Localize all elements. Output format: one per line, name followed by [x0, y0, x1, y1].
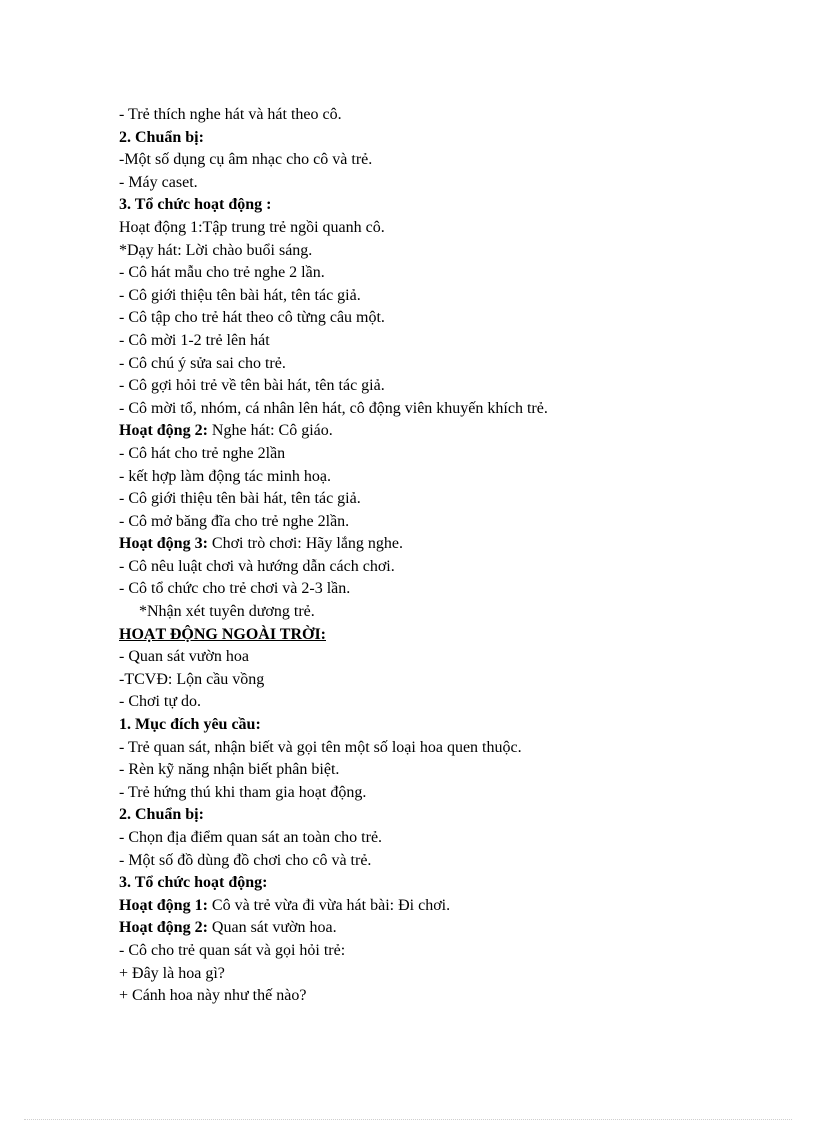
text-line: - Cô mời tổ, nhóm, cá nhân lên hát, cô động viên khuyến khích trẻ.: [119, 399, 548, 417]
activity-label: Hoạt động 2:: [119, 422, 208, 440]
text-line: - Cô giới thiệu tên bài hát, tên tác giả.: [119, 286, 361, 304]
text-line: - Trẻ hứng thú khi tham gia hoạt động.: [119, 783, 367, 801]
activity-label: Hoạt động 1:: [119, 896, 208, 914]
text-line: - Cô gợi hỏi trẻ về tên bài hát, tên tác giả.: [119, 377, 385, 395]
text-line: - Trẻ quan sát, nhận biết và gọi tên một số loại hoa quen thuộc.: [119, 738, 522, 756]
text-line: - Cô giới thiệu tên bài hát, tên tác giả.: [119, 490, 361, 508]
text-line: - Cô hát cho trẻ nghe 2lần: [119, 444, 286, 462]
text-line: - Rèn kỹ năng nhận biết phân biệt.: [119, 761, 340, 779]
text-line: - Cô tập cho trẻ hát theo cô từng câu một.: [119, 309, 385, 327]
text-line: -Một số dụng cụ âm nhạc cho cô và trẻ.: [119, 151, 373, 169]
text-line: - Chọn địa điểm quan sát an toàn cho trẻ.: [119, 829, 383, 846]
section-heading: 1. Mục đích yêu cầu:: [119, 716, 261, 734]
activity-line: [119, 917, 799, 940]
document-page: [119, 104, 799, 1008]
section-heading: 3. Tổ chức hoạt động :: [119, 196, 272, 214]
text-line: - Cô mở băng đĩa cho trẻ nghe 2lần.: [119, 512, 350, 530]
activity-line: [119, 420, 799, 443]
text-line: Hoạt động 1:Tập trung trẻ ngồi quanh cô.: [119, 218, 385, 236]
text-line: -TCVĐ: Lộn cầu vồng: [119, 670, 265, 688]
section-title: HOẠT ĐỘNG NGOÀI TRỜI:: [119, 625, 326, 643]
page-bottom-divider: [24, 1119, 792, 1120]
text-line: - Cô cho trẻ quan sát và gọi hỏi trẻ:: [119, 941, 346, 959]
text-line: + Đây là hoa gì?: [119, 964, 225, 982]
section-heading: 2. Chuẩn bị:: [119, 806, 204, 824]
text-line: - Cô mời 1-2 trẻ lên hát: [119, 331, 270, 349]
section-heading: 2. Chuẩn bị:: [119, 128, 204, 146]
text-line: - Một số đồ dùng đồ chơi cho cô và trẻ.: [119, 851, 372, 869]
text-line: - Cô tổ chức cho trẻ chơi và 2-3 lần.: [119, 580, 351, 598]
activity-label: Hoạt động 2:: [119, 919, 208, 937]
activity-text: Cô và trẻ vừa đi vừa hát bài: Đi chơi.: [207, 896, 451, 914]
text-line: - Cô nêu luật chơi và hướng dẫn cách chơi.: [119, 557, 395, 575]
text-line: *Nhận xét tuyên dương trẻ.: [139, 603, 315, 621]
text-line: - Máy caset.: [119, 173, 198, 191]
activity-text: Quan sát vườn hoa.: [207, 919, 337, 937]
text-line: - kết hợp làm động tác minh hoạ.: [119, 467, 331, 485]
activity-text: Nghe hát: Cô giáo.: [207, 422, 333, 440]
text-line: - Quan sát vườn hoa: [119, 648, 249, 666]
text-line: - Cô chú ý sửa sai cho trẻ.: [119, 354, 286, 372]
text-line: - Cô hát mẫu cho trẻ nghe 2 lần.: [119, 264, 325, 282]
text-line: *Dạy hát: Lời chào buổi sáng.: [119, 241, 313, 259]
activity-label: Hoạt động 3:: [119, 535, 208, 553]
activity-line: [119, 533, 799, 556]
text-line: - Chơi tự do.: [119, 693, 202, 711]
activity-text: Chơi trò chơi: Hãy lắng nghe.: [207, 535, 404, 553]
text-line: + Cánh hoa này như thế nào?: [119, 987, 307, 1005]
section-heading: 3. Tổ chức hoạt động:: [119, 874, 268, 892]
activity-line: [119, 895, 799, 918]
text-line: - Trẻ thích nghe hát và hát theo cô.: [119, 106, 342, 123]
